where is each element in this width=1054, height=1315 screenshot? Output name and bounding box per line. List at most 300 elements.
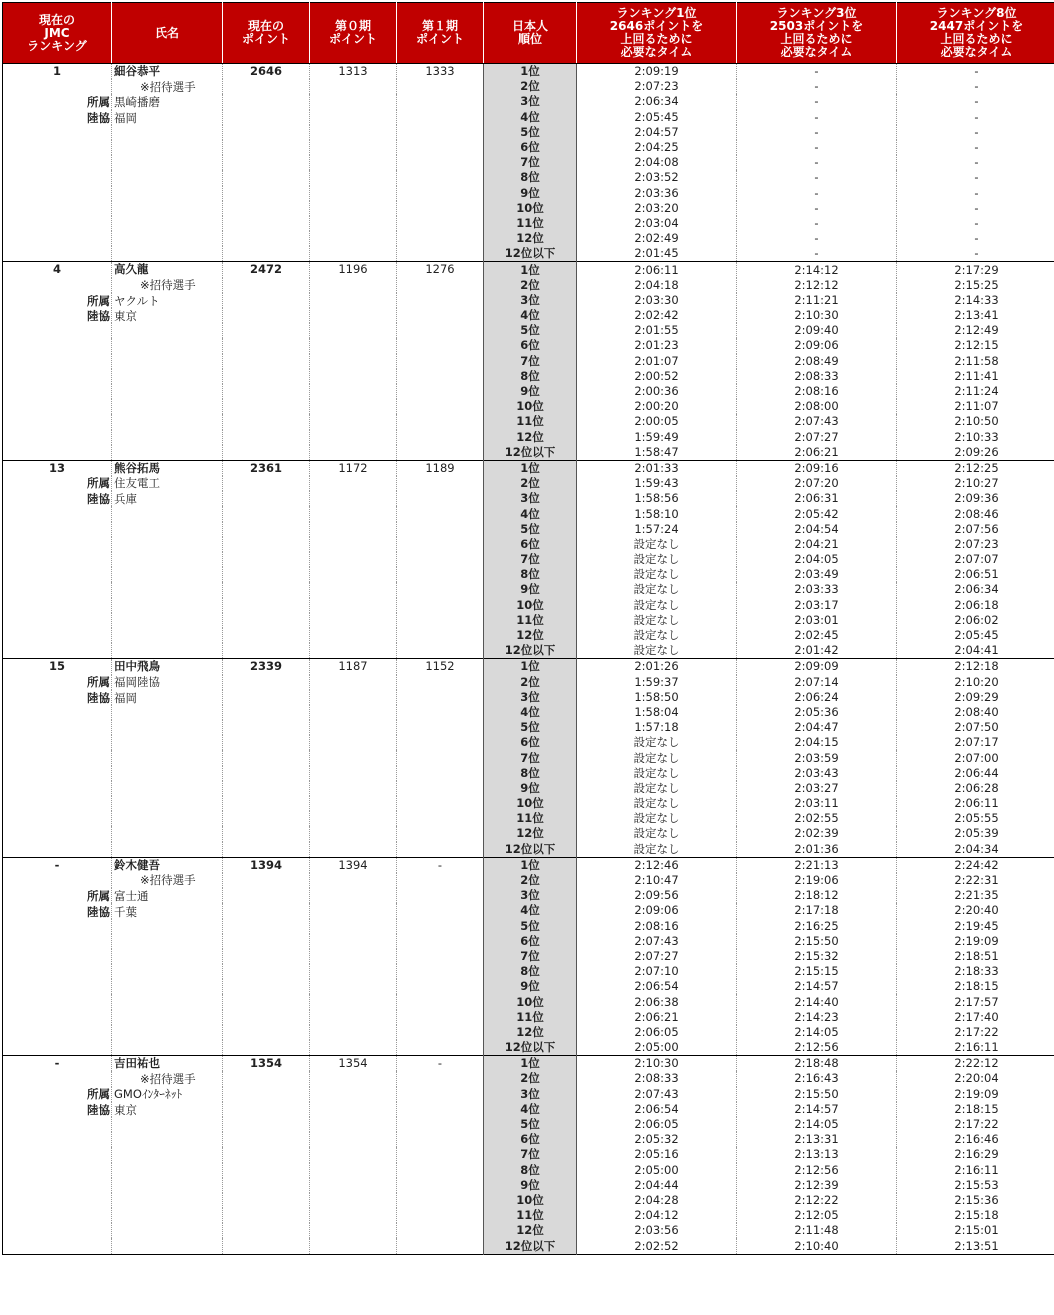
time-rank3: 2:04:21 <box>737 537 897 552</box>
time-rank8: 2:07:23 <box>897 537 1054 552</box>
time-rank1: 2:06:05 <box>577 1025 737 1040</box>
time-rank1: 2:04:57 <box>577 125 737 140</box>
time-rank1: 2:01:07 <box>577 354 737 369</box>
time-rank1: 2:07:27 <box>577 949 737 964</box>
time-rank8: 2:18:15 <box>897 1102 1054 1117</box>
time-rank1: 2:04:08 <box>577 155 737 170</box>
rank-value: 15 <box>48 659 65 674</box>
time-rank3: - <box>737 155 897 170</box>
time-rank8: 2:07:56 <box>897 522 1054 537</box>
time-rank8: 2:10:27 <box>897 476 1054 491</box>
time-rank1: 2:09:06 <box>577 903 737 918</box>
time-rank1: 2:02:49 <box>577 231 737 246</box>
time-rank3: 2:14:12 <box>737 262 897 278</box>
time-rank1: 2:07:10 <box>577 964 737 979</box>
time-rank8: 2:20:04 <box>897 1071 1054 1086</box>
jp-place: 2位 <box>484 873 577 888</box>
rank-value: - <box>54 857 60 872</box>
jp-place: 10位 <box>484 598 577 613</box>
time-rank8: - <box>897 140 1054 155</box>
time-rank3: 2:07:43 <box>737 414 897 429</box>
rank-value: 1 <box>52 64 61 78</box>
time-rank1: 2:09:19 <box>577 64 737 80</box>
time-rank8: 2:04:34 <box>897 842 1054 858</box>
current-points: 2646 <box>223 64 310 262</box>
time-rank3: 2:12:22 <box>737 1193 897 1208</box>
time-rank1: 設定なし <box>577 537 737 552</box>
time-rank3: 2:14:05 <box>737 1025 897 1040</box>
time-rank1: 2:06:54 <box>577 979 737 994</box>
time-rank3: 2:15:50 <box>737 1087 897 1102</box>
period0-points: 1354 <box>310 1056 397 1254</box>
time-rank8: 2:20:40 <box>897 903 1054 918</box>
table-header <box>3 3 1054 64</box>
time-rank3: 2:03:11 <box>737 796 897 811</box>
athlete-name-cell <box>112 659 223 857</box>
header-time-rank1: ランキング1位 2646ポイントを 上回るために 必要なタイム <box>577 3 737 64</box>
jp-place: 9位 <box>484 979 577 994</box>
time-rank1: 2:03:52 <box>577 170 737 185</box>
time-rank8: - <box>897 94 1054 109</box>
affiliation-label: 所属 <box>87 674 110 689</box>
time-rank1: 2:04:25 <box>577 140 737 155</box>
time-rank3: - <box>737 186 897 201</box>
header-points: 現在の ポイント <box>223 3 310 64</box>
time-rank8: 2:24:42 <box>897 857 1054 873</box>
period0-points: 1313 <box>310 64 397 262</box>
jp-place: 5位 <box>484 1117 577 1132</box>
time-rank3: 2:07:27 <box>737 430 897 445</box>
jp-place: 7位 <box>484 1147 577 1162</box>
time-rank3: 2:07:14 <box>737 675 897 690</box>
time-rank1: 1:59:43 <box>577 476 737 491</box>
association-value: 兵庫 <box>114 492 137 507</box>
time-rank8: 2:13:51 <box>897 1238 1054 1254</box>
jp-place: 7位 <box>484 552 577 567</box>
time-rank1: 2:06:38 <box>577 994 737 1009</box>
time-rank3: - <box>737 64 897 80</box>
time-rank1: 1:57:24 <box>577 522 737 537</box>
time-rank3: 2:08:49 <box>737 354 897 369</box>
time-rank3: 2:16:43 <box>737 1071 897 1086</box>
time-rank3: 2:03:43 <box>737 766 897 781</box>
time-rank1: 2:05:32 <box>577 1132 737 1147</box>
jp-place: 10位 <box>484 201 577 216</box>
time-rank1: 設定なし <box>577 582 737 597</box>
jp-place: 12位 <box>484 826 577 841</box>
time-rank3: 2:09:06 <box>737 338 897 353</box>
table-row <box>3 1056 1054 1072</box>
time-rank3: 2:06:31 <box>737 491 897 506</box>
jp-place: 4位 <box>484 308 577 323</box>
current-points: 1394 <box>223 857 310 1055</box>
period0-points: 1187 <box>310 659 397 857</box>
jp-place: 6位 <box>484 735 577 750</box>
time-rank1: 2:06:34 <box>577 94 737 109</box>
time-rank3: 2:03:01 <box>737 613 897 628</box>
association-label: 陸協 <box>87 110 110 125</box>
time-rank1: 2:12:46 <box>577 857 737 873</box>
jp-place: 9位 <box>484 186 577 201</box>
jp-place: 12位 <box>484 231 577 246</box>
jp-place: 1位 <box>484 659 577 675</box>
period0-points: 1172 <box>310 460 397 658</box>
time-rank1: 2:04:28 <box>577 1193 737 1208</box>
time-rank8: - <box>897 64 1054 80</box>
time-rank3: 2:03:17 <box>737 598 897 613</box>
time-rank3: - <box>737 125 897 140</box>
time-rank8: 2:06:02 <box>897 613 1054 628</box>
jp-place: 6位 <box>484 338 577 353</box>
header-rank: 現在の JMC ランキング <box>3 3 112 64</box>
time-rank3: 2:06:21 <box>737 445 897 461</box>
header-p1: 第１期 ポイント <box>397 3 484 64</box>
jp-place: 12位 <box>484 1223 577 1238</box>
association-label: 陸協 <box>87 690 110 705</box>
time-rank8: 2:15:53 <box>897 1178 1054 1193</box>
time-rank3: 2:09:40 <box>737 323 897 338</box>
time-rank8: 2:11:07 <box>897 399 1054 414</box>
header-jp-place: 日本人 順位 <box>484 3 577 64</box>
time-rank8: - <box>897 216 1054 231</box>
period0-points: 1196 <box>310 262 397 460</box>
time-rank1: 2:01:23 <box>577 338 737 353</box>
affiliation-value: 富士通 <box>114 888 149 903</box>
time-rank3: 2:21:13 <box>737 857 897 873</box>
time-rank3: 2:08:16 <box>737 384 897 399</box>
affiliation-value: 黒崎播磨 <box>114 95 160 110</box>
time-rank3: - <box>737 110 897 125</box>
association-value: 福岡 <box>114 110 137 125</box>
time-rank8: 2:16:46 <box>897 1132 1054 1147</box>
time-rank1: 2:05:16 <box>577 1147 737 1162</box>
time-rank1: 2:01:26 <box>577 659 737 675</box>
rank-value: - <box>54 1056 60 1071</box>
time-rank1: 1:59:37 <box>577 675 737 690</box>
time-rank1: 設定なし <box>577 826 737 841</box>
time-rank8: 2:12:49 <box>897 323 1054 338</box>
rank-value: 13 <box>48 460 65 475</box>
jp-place: 8位 <box>484 369 577 384</box>
time-rank8: 2:09:29 <box>897 690 1054 705</box>
jp-place: 2位 <box>484 278 577 293</box>
invited-note: ※招待選手 <box>140 79 196 94</box>
time-rank1: 2:10:30 <box>577 1056 737 1072</box>
time-rank8: 2:15:18 <box>897 1208 1054 1223</box>
time-rank8: 2:08:46 <box>897 506 1054 521</box>
association-label: 陸協 <box>87 492 110 507</box>
time-rank3: - <box>737 216 897 231</box>
jp-place: 5位 <box>484 720 577 735</box>
time-rank8: - <box>897 231 1054 246</box>
ranking-table <box>2 2 1054 1255</box>
time-rank8: 2:18:33 <box>897 964 1054 979</box>
time-rank3: - <box>737 79 897 94</box>
jp-place: 8位 <box>484 170 577 185</box>
header-p0: 第０期 ポイント <box>310 3 397 64</box>
time-rank8: 2:06:51 <box>897 567 1054 582</box>
time-rank1: 1:58:47 <box>577 445 737 461</box>
time-rank8: 2:22:12 <box>897 1056 1054 1072</box>
jp-place: 1位 <box>484 64 577 80</box>
time-rank1: 2:01:55 <box>577 323 737 338</box>
time-rank1: 2:01:45 <box>577 246 737 262</box>
period0-points: 1394 <box>310 857 397 1055</box>
time-rank3: 2:08:00 <box>737 399 897 414</box>
time-rank8: - <box>897 246 1054 262</box>
time-rank3: 2:04:47 <box>737 720 897 735</box>
affiliation-value: GMOｲﾝﾀｰﾈｯﾄ <box>114 1087 183 1102</box>
athlete-name: 高久龍 <box>114 262 149 277</box>
time-rank8: 2:10:20 <box>897 675 1054 690</box>
time-rank3: 2:14:05 <box>737 1117 897 1132</box>
time-rank1: 2:05:00 <box>577 1040 737 1056</box>
time-rank8: 2:06:28 <box>897 781 1054 796</box>
time-rank8: 2:17:22 <box>897 1117 1054 1132</box>
time-rank1: 2:05:45 <box>577 110 737 125</box>
jp-place: 8位 <box>484 1163 577 1178</box>
affiliation-value: ヤクルト <box>114 293 160 308</box>
time-rank3: 2:04:15 <box>737 735 897 750</box>
time-rank8: 2:17:40 <box>897 1010 1054 1025</box>
time-rank3: 2:12:56 <box>737 1163 897 1178</box>
time-rank3: 2:15:50 <box>737 934 897 949</box>
time-rank8: 2:17:57 <box>897 994 1054 1009</box>
time-rank8: 2:08:40 <box>897 705 1054 720</box>
jp-place: 6位 <box>484 140 577 155</box>
header-name: 氏名 <box>112 3 223 64</box>
time-rank1: 1:58:56 <box>577 491 737 506</box>
jp-place: 7位 <box>484 155 577 170</box>
time-rank1: 2:07:43 <box>577 1087 737 1102</box>
jp-place: 8位 <box>484 766 577 781</box>
time-rank3: 2:11:48 <box>737 1223 897 1238</box>
jp-place: 8位 <box>484 567 577 582</box>
athlete-name-cell <box>112 1056 223 1254</box>
time-rank8: 2:12:25 <box>897 460 1054 476</box>
jp-place: 1位 <box>484 857 577 873</box>
time-rank3: - <box>737 231 897 246</box>
period1-points: - <box>397 857 484 1055</box>
time-rank3: 2:10:30 <box>737 308 897 323</box>
time-rank1: 設定なし <box>577 781 737 796</box>
time-rank1: 2:03:20 <box>577 201 737 216</box>
time-rank1: 設定なし <box>577 842 737 858</box>
time-rank8: 2:22:31 <box>897 873 1054 888</box>
table-body <box>3 64 1054 1255</box>
association-label: 陸協 <box>87 1102 110 1117</box>
jp-place: 4位 <box>484 110 577 125</box>
time-rank8: 2:07:17 <box>897 735 1054 750</box>
time-rank3: 2:14:23 <box>737 1010 897 1025</box>
jp-place: 12位以下 <box>484 842 577 858</box>
jp-place: 5位 <box>484 323 577 338</box>
time-rank3: - <box>737 201 897 216</box>
table-row <box>3 659 1054 675</box>
jp-place: 10位 <box>484 1193 577 1208</box>
association-value: 東京 <box>114 309 137 324</box>
time-rank3: 2:10:40 <box>737 1238 897 1254</box>
time-rank3: 2:13:13 <box>737 1147 897 1162</box>
jp-place: 12位以下 <box>484 445 577 461</box>
time-rank1: 設定なし <box>577 628 737 643</box>
athlete-name: 田中飛鳥 <box>114 659 160 674</box>
time-rank8: 2:12:18 <box>897 659 1054 675</box>
time-rank1: 2:03:04 <box>577 216 737 231</box>
period1-points: - <box>397 1056 484 1254</box>
time-rank3: 2:16:25 <box>737 919 897 934</box>
time-rank8: 2:19:09 <box>897 1087 1054 1102</box>
athlete-rank <box>3 857 112 1055</box>
time-rank8: - <box>897 186 1054 201</box>
invited-note: ※招待選手 <box>140 278 196 293</box>
header-time-rank8: ランキング8位 2447ポイントを 上回るために 必要なタイム <box>897 3 1054 64</box>
time-rank3: 2:11:21 <box>737 293 897 308</box>
ranking-sheet <box>2 2 1052 1312</box>
time-rank8: 2:13:41 <box>897 308 1054 323</box>
time-rank8: 2:17:29 <box>897 262 1054 278</box>
time-rank8: - <box>897 170 1054 185</box>
jp-place: 3位 <box>484 1087 577 1102</box>
time-rank8: 2:09:26 <box>897 445 1054 461</box>
time-rank3: 2:07:20 <box>737 476 897 491</box>
affiliation-label: 所属 <box>87 888 110 903</box>
jp-place: 12位以下 <box>484 1238 577 1254</box>
time-rank1: 2:03:56 <box>577 1223 737 1238</box>
athlete-rank <box>3 460 112 658</box>
time-rank8: 2:11:58 <box>897 354 1054 369</box>
time-rank1: 2:00:52 <box>577 369 737 384</box>
time-rank8: 2:07:50 <box>897 720 1054 735</box>
table-row <box>3 262 1054 278</box>
table-row <box>3 857 1054 873</box>
time-rank3: 2:03:59 <box>737 750 897 765</box>
jp-place: 6位 <box>484 537 577 552</box>
time-rank1: 設定なし <box>577 567 737 582</box>
time-rank8: 2:09:36 <box>897 491 1054 506</box>
time-rank8: 2:15:01 <box>897 1223 1054 1238</box>
jp-place: 2位 <box>484 476 577 491</box>
time-rank8: 2:10:33 <box>897 430 1054 445</box>
jp-place: 9位 <box>484 384 577 399</box>
jp-place: 10位 <box>484 399 577 414</box>
time-rank8: 2:16:29 <box>897 1147 1054 1162</box>
header-time-rank3: ランキング3位 2503ポイントを 上回るために 必要なタイム <box>737 3 897 64</box>
time-rank8: 2:17:22 <box>897 1025 1054 1040</box>
jp-place: 11位 <box>484 414 577 429</box>
athlete-name-cell <box>112 857 223 1055</box>
time-rank1: 2:03:36 <box>577 186 737 201</box>
athlete-name-cell <box>112 460 223 658</box>
jp-place: 5位 <box>484 919 577 934</box>
jp-place: 12位以下 <box>484 246 577 262</box>
table-row <box>3 64 1054 80</box>
time-rank8: 2:05:45 <box>897 628 1054 643</box>
jp-place: 6位 <box>484 1132 577 1147</box>
time-rank1: 1:58:04 <box>577 705 737 720</box>
time-rank3: 2:09:09 <box>737 659 897 675</box>
current-points: 2361 <box>223 460 310 658</box>
jp-place: 7位 <box>484 354 577 369</box>
time-rank3: 2:02:39 <box>737 826 897 841</box>
time-rank8: 2:05:39 <box>897 826 1054 841</box>
time-rank1: 2:06:54 <box>577 1102 737 1117</box>
time-rank3: 2:12:39 <box>737 1178 897 1193</box>
time-rank3: 2:05:42 <box>737 506 897 521</box>
time-rank3: 2:12:12 <box>737 278 897 293</box>
time-rank8: 2:06:34 <box>897 582 1054 597</box>
time-rank1: 1:58:10 <box>577 506 737 521</box>
affiliation-value: 福岡陸協 <box>114 674 160 689</box>
time-rank8: 2:11:24 <box>897 384 1054 399</box>
jp-place: 2位 <box>484 675 577 690</box>
athlete-rank <box>3 64 112 262</box>
time-rank1: 2:00:05 <box>577 414 737 429</box>
time-rank1: 2:05:00 <box>577 1163 737 1178</box>
time-rank1: 設定なし <box>577 811 737 826</box>
time-rank3: 2:03:49 <box>737 567 897 582</box>
jp-place: 5位 <box>484 125 577 140</box>
time-rank8: 2:18:15 <box>897 979 1054 994</box>
time-rank3: 2:14:40 <box>737 994 897 1009</box>
table-row <box>3 460 1054 476</box>
time-rank3: 2:14:57 <box>737 979 897 994</box>
jp-place: 6位 <box>484 934 577 949</box>
time-rank3: 2:05:36 <box>737 705 897 720</box>
jp-place: 12位以下 <box>484 643 577 659</box>
jp-place: 3位 <box>484 888 577 903</box>
time-rank1: 2:04:12 <box>577 1208 737 1223</box>
current-points: 2472 <box>223 262 310 460</box>
time-rank1: 2:07:23 <box>577 79 737 94</box>
association-value: 東京 <box>114 1102 137 1117</box>
time-rank8: 2:07:00 <box>897 750 1054 765</box>
jp-place: 11位 <box>484 613 577 628</box>
period1-points: 1152 <box>397 659 484 857</box>
jp-place: 4位 <box>484 506 577 521</box>
period1-points: 1189 <box>397 460 484 658</box>
jp-place: 3位 <box>484 491 577 506</box>
time-rank1: 2:06:05 <box>577 1117 737 1132</box>
rank-value: 4 <box>52 262 61 277</box>
time-rank8: - <box>897 155 1054 170</box>
time-rank8: 2:15:25 <box>897 278 1054 293</box>
time-rank3: 2:04:05 <box>737 552 897 567</box>
athlete-rank <box>3 262 112 460</box>
jp-place: 3位 <box>484 690 577 705</box>
jp-place: 4位 <box>484 705 577 720</box>
athlete-name-cell <box>112 64 223 262</box>
time-rank8: - <box>897 125 1054 140</box>
time-rank3: 2:02:55 <box>737 811 897 826</box>
time-rank8: 2:05:55 <box>897 811 1054 826</box>
affiliation-label: 所属 <box>87 293 110 308</box>
affiliation-label: 所属 <box>87 1087 110 1102</box>
time-rank1: 2:02:52 <box>577 1238 737 1254</box>
time-rank1: 2:01:33 <box>577 460 737 476</box>
athlete-name: 熊谷拓馬 <box>114 460 160 475</box>
time-rank8: 2:21:35 <box>897 888 1054 903</box>
time-rank3: 2:19:06 <box>737 873 897 888</box>
time-rank3: 2:14:57 <box>737 1102 897 1117</box>
affiliation-label: 所属 <box>87 476 110 491</box>
time-rank3: - <box>737 140 897 155</box>
athlete-name: 細谷恭平 <box>114 64 160 78</box>
jp-place: 9位 <box>484 582 577 597</box>
time-rank3: 2:18:12 <box>737 888 897 903</box>
time-rank3: 2:17:18 <box>737 903 897 918</box>
jp-place: 1位 <box>484 1056 577 1072</box>
